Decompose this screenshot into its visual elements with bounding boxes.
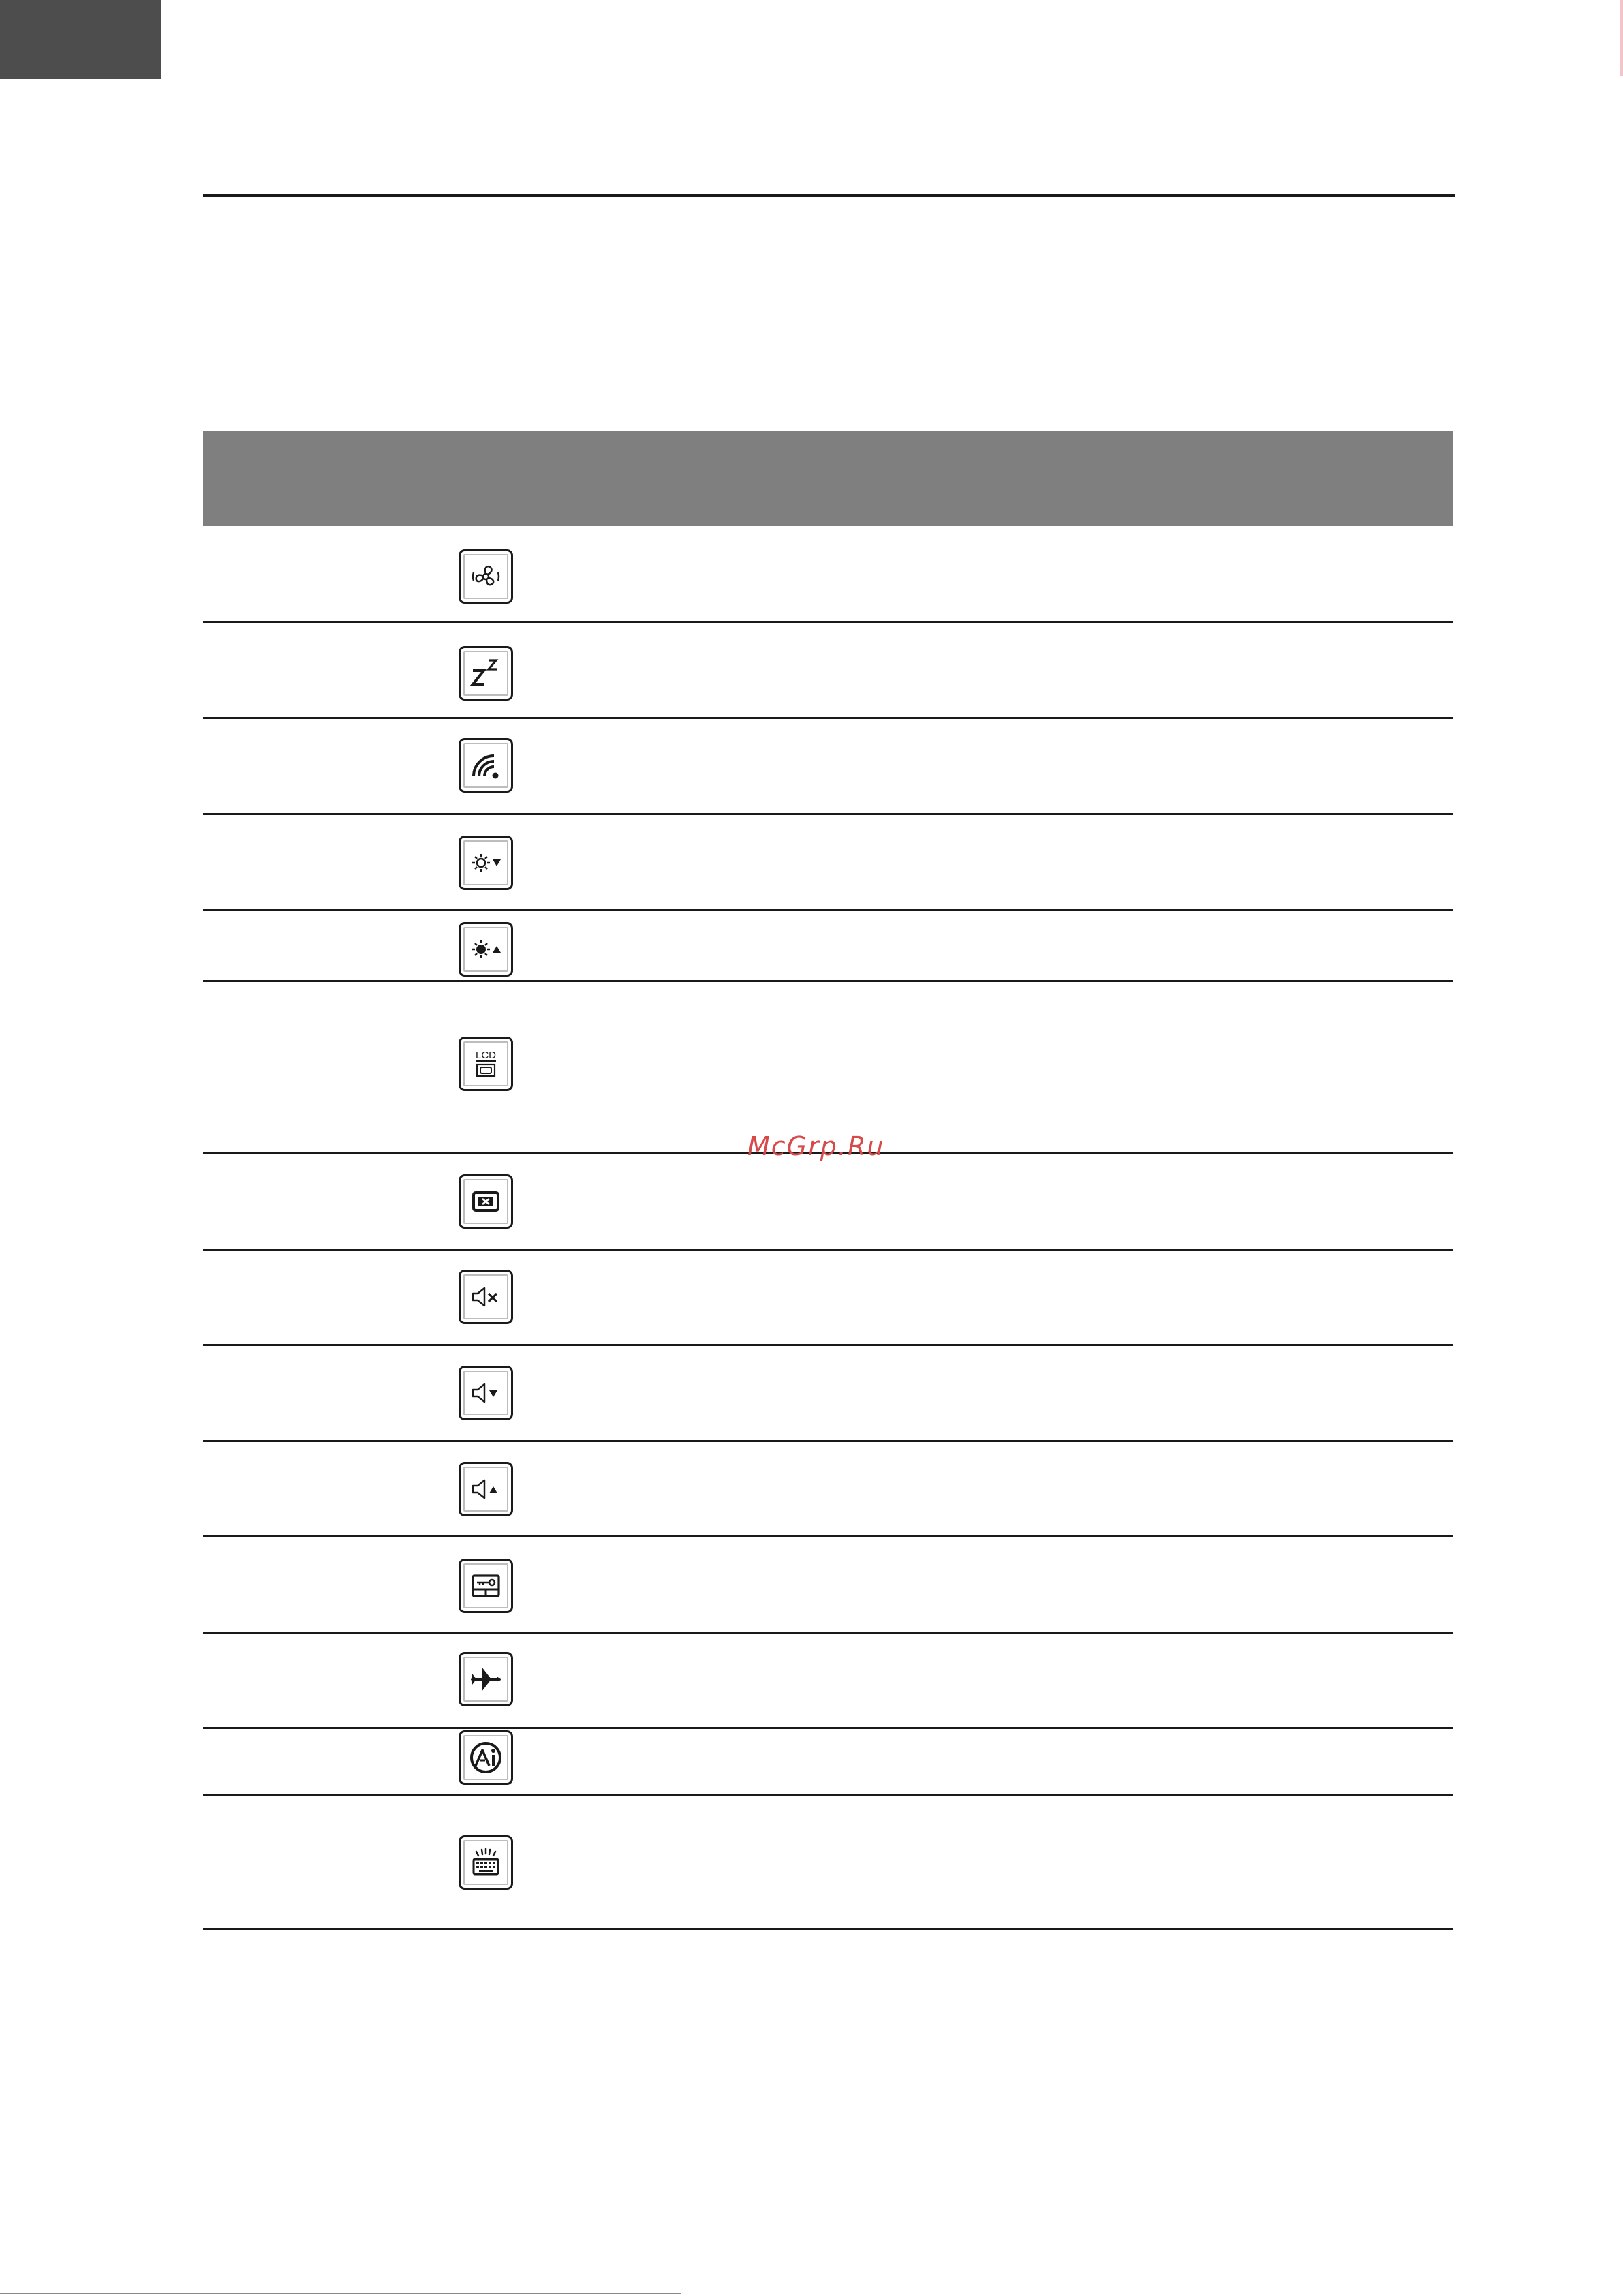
airplane-mode-icon xyxy=(459,1652,513,1706)
table-row-divider xyxy=(203,1535,1453,1537)
watermark-text: McGrp.Ru xyxy=(747,1131,885,1161)
section-top-rule xyxy=(203,194,1455,197)
table-row-divider xyxy=(203,717,1453,719)
table-row-divider xyxy=(203,1632,1453,1634)
table-row-divider xyxy=(203,1249,1453,1251)
brightness-up-icon xyxy=(459,922,513,977)
svg-text:LCD: LCD xyxy=(475,1050,497,1061)
table-row-divider xyxy=(203,621,1453,623)
table-row-divider xyxy=(203,813,1453,815)
acer-ai-icon xyxy=(459,1730,513,1785)
touchpad-toggle-icon xyxy=(459,1559,513,1613)
fan-icon xyxy=(459,549,513,604)
wireless-icon xyxy=(459,738,513,793)
table-row-divider xyxy=(203,1440,1453,1442)
hotkey-table-header xyxy=(203,431,1453,526)
display-off-icon xyxy=(459,1174,513,1229)
table-row-divider xyxy=(203,909,1453,911)
table-row-divider xyxy=(203,980,1453,982)
volume-up-icon xyxy=(459,1462,513,1516)
sleep-icon xyxy=(459,646,513,701)
page-bottom-rule xyxy=(0,2293,681,2294)
page-corner-tab xyxy=(0,0,161,79)
volume-down-icon xyxy=(459,1366,513,1420)
table-row-divider xyxy=(203,1344,1453,1346)
table-row-divider xyxy=(203,1727,1453,1729)
table-row-divider xyxy=(203,1794,1453,1796)
page-edge-mark xyxy=(1620,0,1623,76)
lcd-display-toggle-icon xyxy=(459,1037,513,1091)
speaker-mute-icon xyxy=(459,1270,513,1324)
keyboard-backlight-icon xyxy=(459,1835,513,1890)
table-row-divider xyxy=(203,1928,1453,1930)
brightness-down-icon xyxy=(459,836,513,890)
